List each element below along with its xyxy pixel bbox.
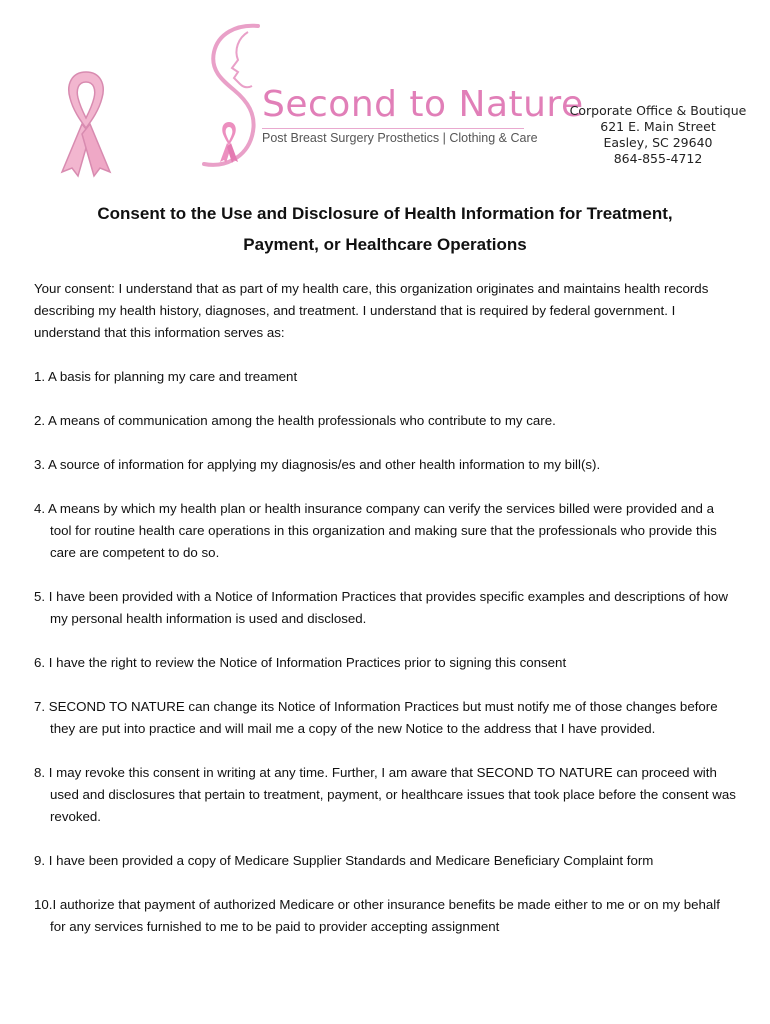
consent-item: 1. A basis for planning my care and treament — [34, 369, 298, 384]
consent-item: 2. A means of communication among the health professionals who contribute to my care. — [34, 413, 556, 428]
consent-item: 4. A means by which my health plan or health insurance company can verify the services billed were provided and a tool for routine health care operations in this organization and making sure that the professionals who provide this care are competent to do so. — [34, 501, 717, 560]
brand-name: Second to Nature — [262, 84, 584, 125]
address-line: Corporate Office & Boutique — [569, 103, 747, 118]
consent-item: 5. I have been provided with a Notice of Information Practices that provides specific examples and descriptions of how my personal health information is used and disclosed. — [34, 589, 729, 626]
corporate-address — [568, 103, 748, 167]
consent-items-list — [34, 366, 739, 938]
address-line: 621 E. Main Street — [600, 119, 716, 134]
document-title — [30, 198, 740, 260]
consent-item: 3. A source of information for applying my diagnosis/es and other health information to my bill(s). — [34, 457, 601, 472]
document-title-line: Payment, or Healthcare Operations — [243, 235, 527, 254]
consent-item: 9. I have been provided a copy of Medicare Supplier Standards and Medicare Beneficiary Complaint form — [34, 853, 654, 868]
address-line: Easley, SC 29640 — [603, 135, 713, 150]
document-title-line: Consent to the Use and Disclosure of Health Information for Treatment, — [97, 204, 673, 223]
consent-item: 8. I may revoke this consent in writing at any time. Further, I am aware that SECOND TO NATURE can proceed with used and disclosures that pertain to treatment, payment, or healthcare issues that took place before the consent was revoked. — [34, 765, 736, 824]
small-ribbon-icon — [218, 120, 240, 164]
address-phone: 864-855-4712 — [613, 151, 703, 166]
document-body — [34, 278, 739, 938]
consent-item: 10.I authorize that payment of authorized Medicare or other insurance benefits be made either to me or on my behalf for any services furnished to me to be paid to provider accepting assignment — [34, 897, 720, 934]
consent-item: 7. SECOND TO NATURE can change its Notice of Information Practices but must notify me of those changes before they are put into practice and will mail me a copy of the new Notice to the address that I have provided. — [34, 699, 718, 736]
consent-item: 6. I have the right to review the Notice of Information Practices prior to signing this consent — [34, 655, 567, 670]
consent-intro: Your consent: I understand that as part of my health care, this organization originates and maintains health records describing my health history, diagnoses, and treatment. I understand that is required by federal government. I understand that this information serves as: — [34, 281, 709, 340]
awareness-ribbon-icon — [58, 68, 114, 178]
brand-tagline: Post Breast Surgery Prosthetics | Clothing & Care — [262, 128, 524, 145]
